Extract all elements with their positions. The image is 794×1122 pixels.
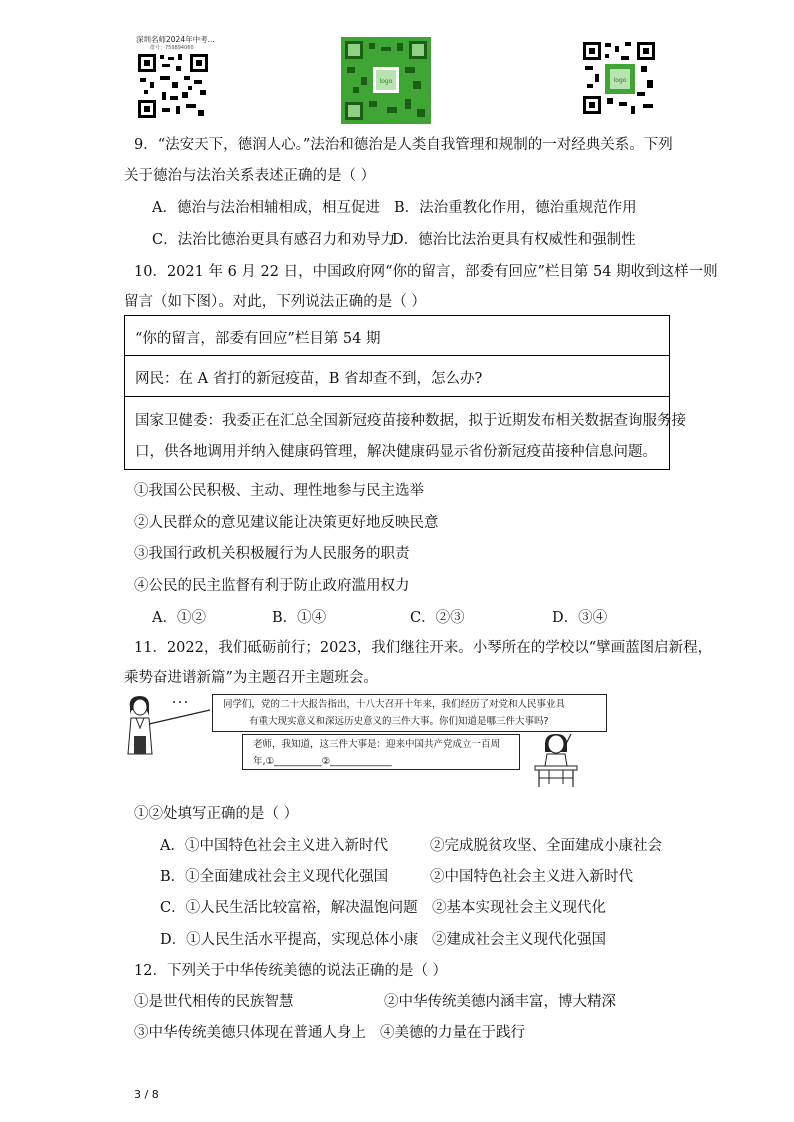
q11-option-b-part2: ②中国特色社会主义进入新时代 <box>430 869 633 885</box>
table-divider-2 <box>125 396 669 397</box>
teacher-speech-line1: 同学们，党的二十大报告指出，十八大召开十年来，我们经历了对党和人民事业具 <box>223 699 566 710</box>
q9-stem-line1: 9．“法安天下，德润人心。”法治和德治是人类自我管理和规制的一对经典关系。下列 <box>134 137 673 153</box>
q11-option-a-part1: A．①中国特色社会主义进入新时代 <box>160 838 388 854</box>
q11-option-d-part2: ②建成社会主义现代化强国 <box>432 932 606 948</box>
student-illustration <box>525 732 587 788</box>
q11-option-a-part2: ②完成脱贫攻坚、全面建成小康社会 <box>430 838 662 854</box>
qr-code-left <box>136 52 210 120</box>
q11-stem-line2: 乘势奋进谱新篇”为主题召开主题班会。 <box>124 670 378 686</box>
q9-option-d: D．德治比法治更具有权威性和强制性 <box>392 232 636 248</box>
q12-statement-1: ①是世代相传的民族智慧 <box>134 994 294 1010</box>
table-title: “你的留言，部委有回应”栏目第 54 期 <box>135 331 381 347</box>
q10-statement-4: ④公民的民主监督有利于防止政府滥用权力 <box>134 578 410 594</box>
qr-left-caption: 深圳名师2024年中考... <box>136 35 215 44</box>
q10-message-table <box>124 315 686 470</box>
qr-right-logo-text: logo <box>613 77 627 84</box>
qr-code-center <box>341 37 431 124</box>
q11-option-b-part1: B．①全面建成社会主义现代化强国 <box>160 869 389 885</box>
qr-center-logo-text: logo <box>379 78 393 85</box>
q11-option-d-part1: D．①人民生活水平提高，实现总体小康 <box>160 932 419 948</box>
q9-stem-line2: 关于德治与法治关系表述正确的是（ ） <box>124 168 376 184</box>
q10-stem-line2: 留言（如下图）。对此，下列说法正确的是（ ） <box>124 294 426 310</box>
q10-option-d: D．③④ <box>552 610 608 626</box>
student-speech-line1: 老师，我知道，这三件大事是：迎来中国共产党成立一百周 <box>253 739 501 750</box>
q10-stem-line1: 10．2021 年 6 月 22 日，中国政府网“你的留言，部委有回应”栏目第 54 期收到这样一则 <box>134 264 718 280</box>
q10-option-a: A．①② <box>152 610 206 626</box>
qr-code-right <box>581 40 657 116</box>
q11-stem-line1: 11．2022，我们砥砺前行；2023，我们继往开来。小琴所在的学校以“擘画蓝图启新程， <box>134 640 713 656</box>
q10-statement-3: ③我国行政机关积极履行为人民服务的职责 <box>134 546 410 562</box>
q10-statement-1: ①我国公民积极、主动、理性地参与民主选举 <box>134 483 424 499</box>
q11-option-c-part1: C．①人民生活比较富裕，解决温饱问题 <box>160 900 418 916</box>
q12-statement-3: ③中华传统美德只体现在普通人身上 <box>134 1025 366 1041</box>
q12-statement-4: ④美德的力量在于践行 <box>380 1025 525 1041</box>
q12-stem: 12．下列关于中华传统美德的说法正确的是（ ） <box>134 963 448 979</box>
q11-prompt: ①②处填写正确的是（ ） <box>134 806 299 822</box>
student-speech-bubble <box>242 734 520 770</box>
teacher-speech-bubble <box>212 694 607 732</box>
q10-option-c: C．②③ <box>410 610 465 626</box>
table-divider-1 <box>125 355 669 356</box>
qr-left-subcaption: 群号：759894060 <box>150 45 194 51</box>
teacher-speech-line2: 有重大现实意义和深远历史意义的三件大事。你们知道是哪三件大事吗? <box>249 716 549 727</box>
q10-option-b: B．①④ <box>272 610 327 626</box>
page-number: 3 / 8 <box>134 1088 159 1101</box>
q12-statement-2: ②中华传统美德内涵丰富，博大精深 <box>384 994 616 1010</box>
q9-option-c: C．法治比德治更具有感召力和劝导力 <box>152 232 396 248</box>
q9-option-a: A．德治与法治相辅相成，相互促进 <box>152 200 380 216</box>
student-speech-line2: 年,①__________②_____________ <box>253 756 392 767</box>
q10-statement-2: ②人民群众的意见建议能让决策更好地反映民意 <box>134 515 439 531</box>
table-reply-line2: 口，供各地调用并纳入健康码管理，解决健康码显示省份新冠疫苗接种信息问题。 <box>135 444 657 460</box>
q11-option-c-part2: ②基本实现社会主义现代化 <box>432 900 606 916</box>
table-reply-line1: 国家卫健委：我委正在汇总全国新冠疫苗接种数据，拟于近期发布相关数据查询服务接 <box>135 413 686 429</box>
table-netizen: 网民：在 A 省打的新冠疫苗，B 省却查不到，怎么办? <box>135 371 483 387</box>
q9-option-b: B．法治重教化作用，德治重规范作用 <box>394 200 637 216</box>
teacher-illustration <box>122 694 212 758</box>
